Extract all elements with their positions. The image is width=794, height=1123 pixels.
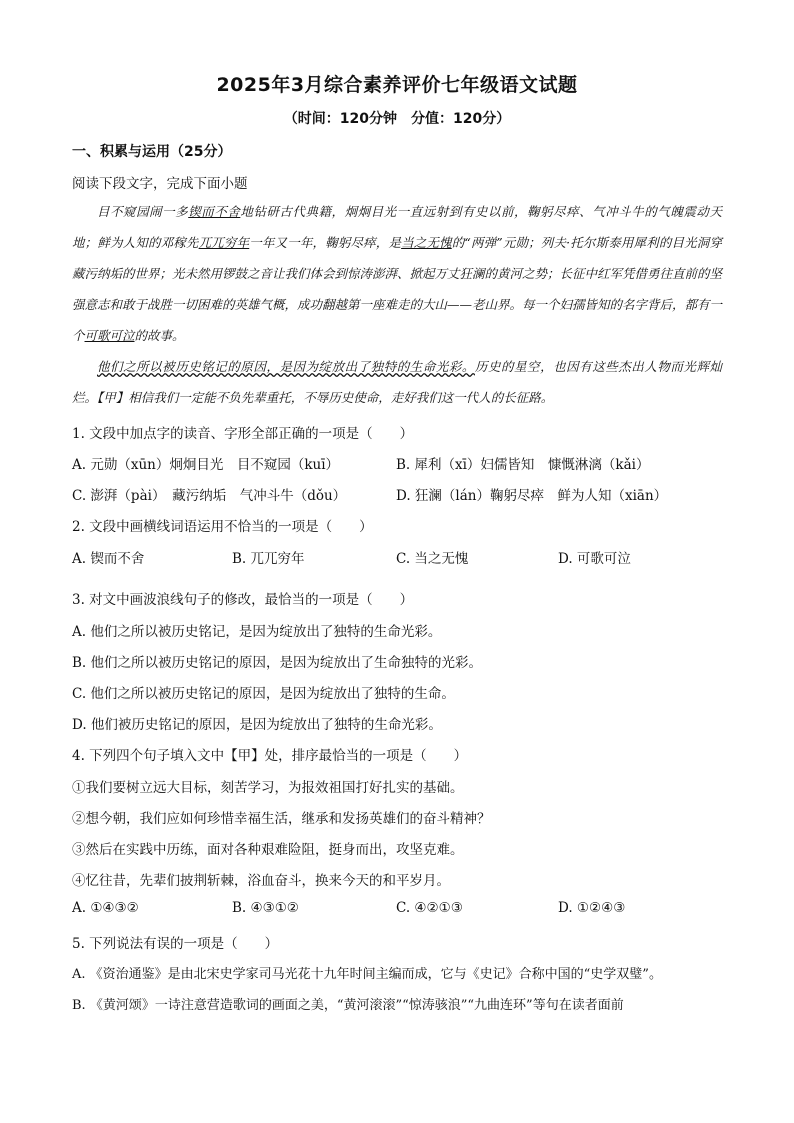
passage-text: 地钻研古代典籍，炯炯目光一直远射到有史以前，鞠躬尽瘁、气冲斗牛的气魄震动天地；鲜为人知的邓稼先 [72,204,722,250]
question-2-option-c[interactable]: C. 当之无愧 [396,551,469,567]
underlined-phrase: 兀兀穷年 [198,235,250,250]
question-4-option-d[interactable]: D. ①②④③ [558,900,626,916]
question-4-sentence-1: ①我们要树立远大目标，刻苦学习，为报效祖国打好扎实的基础。 [72,780,464,796]
reading-passage [72,196,722,413]
question-2-option-b[interactable]: B. 兀兀穷年 [232,551,305,567]
passage-text: 的故事。 [134,328,185,343]
question-1-stem: 1. 文段中加点字的读音、字形全部正确的一项是（ ） [72,426,414,442]
underlined-phrase: 锲而不舍 [188,204,241,219]
question-3-stem: 3. 对文中画波浪线句子的修改，最恰当的一项是（ ） [72,592,414,608]
question-4-sentence-3: ③然后在实践中历练，面对各种艰难险阻，挺身而出，攻坚克难。 [72,842,464,858]
question-2-stem: 2. 文段中画横线词语运用不恰当的一项是（ ） [72,519,373,535]
question-4-sentence-2: ②想今朝，我们应如何珍惜幸福生活，继承和发扬英雄们的奋斗精神？ [72,811,491,827]
question-4-option-a[interactable]: A. ①④③② [72,900,139,916]
question-3-option-d[interactable]: D. 他们被历史铭记的原因，是因为绽放出了独特的生命光彩。 [72,717,442,733]
question-3-option-b[interactable]: B. 他们之所以被历史铭记的原因，是因为绽放出了生命独特的光彩。 [72,655,483,671]
page-title: 2025年3月综合素养评价七年级语文试题 [216,74,578,96]
underlined-phrase: 可歌可泣 [84,328,135,343]
wavy-underlined-sentence: 他们之所以被历史铭记的原因，是因为绽放出了独特的生命光彩。 [97,359,475,374]
passage-text: 历史的星空，也因有这些杰出人物而光辉灿烂。【甲】相信我们一定能不负先辈重托，不辱历史使命，走好我们这一代人的长征路。 [72,359,722,405]
question-5-option-a[interactable]: A. 《资治通鉴》是由北宋史学家司马光花十九年时间主编而成，它与《史记》合称中国的“史学双璧”。 [72,967,662,982]
section-heading: 一、积累与运用（25分） [72,144,232,160]
passage-paragraph-1 [72,196,722,351]
question-3-option-a[interactable]: A. 他们之所以被历史铭记，是因为绽放出了独特的生命光彩。 [72,624,442,640]
question-5-stem: 5. 下列说法有误的一项是（ ） [72,936,279,952]
page-subtitle: （时间：120分钟 分值：120分） [283,111,511,127]
question-1-option-c[interactable]: C. 澎湃（pài） 藏污纳垢 气冲斗牛（dǒu） [72,488,347,504]
passage-text: 一年又一年，鞠躬尽瘁，是 [249,235,402,250]
question-4-sentence-4: ④忆往昔，先辈们披荆斩棘，浴血奋斗，换来今天的和平岁月。 [72,873,450,889]
question-4-stem: 4. 下列四个句子填入文中【甲】处，排序最恰当的一项是（ ） [72,748,468,764]
question-2-option-d[interactable]: D. 可歌可泣 [558,551,631,567]
question-3-option-c[interactable]: C. 他们之所以被历史铭记的原因，是因为绽放出了独特的生命。 [72,686,455,702]
question-1-option-a[interactable]: A. 元勋（xūn）炯炯目光 目不窥园（kuī） [72,457,340,473]
question-1-option-d[interactable]: D. 狂澜（lán）鞠躬尽瘁 鲜为人知（xiān） [396,488,668,504]
question-2-option-a[interactable]: A. 锲而不舍 [72,551,145,567]
underlined-phrase: 当之无愧 [401,235,452,250]
reading-instruction: 阅读下段文字，完成下面小题 [72,176,248,192]
passage-text: 的“两弹”元勋；列夫·托尔斯泰用犀利的目光洞穿藏污纳垢的世界；光未然用锣鼓之音让我们体会到惊涛澎湃、掀起万丈狂澜的黄河之势；长征中红军凭借勇往直前的坚强意志和敢于战胜一切困难的英雄气概，成功翻越第一座难走的大山——老山界。每一个妇孺皆知的名字背后，都有一个 [72,235,723,343]
question-4-option-b[interactable]: B. ④③①② [232,900,299,916]
passage-paragraph-2 [72,351,722,413]
question-5-option-b[interactable]: B. 《黄河颂》一诗注意营造歌词的画面之美，“黄河滚滚”“惊涛骇浪”“九曲连环”等句在读者面前 [72,998,624,1013]
passage-text: 目不窥园闹一多 [97,204,189,219]
question-1-option-b[interactable]: B. 犀利（xī）妇儒皆知 慷慨淋漓（kǎi） [396,457,650,473]
question-4-option-c[interactable]: C. ④②①③ [396,900,463,916]
